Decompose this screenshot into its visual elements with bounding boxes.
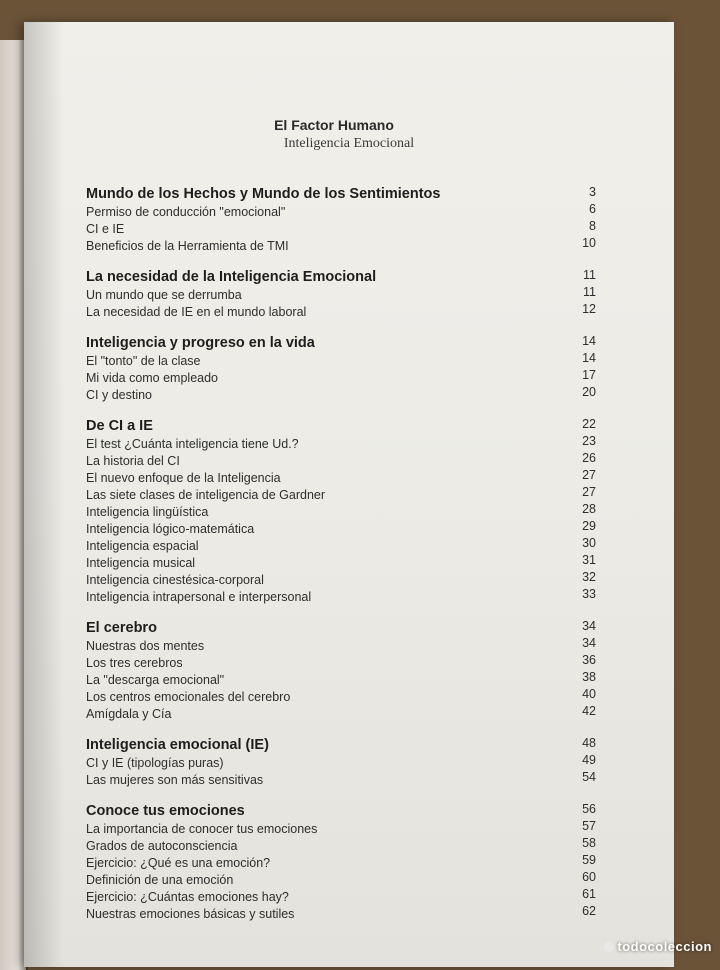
page-number: 42 [582, 704, 596, 718]
page-number: 62 [582, 904, 596, 918]
page-number: 22 [582, 417, 596, 431]
page-number: 58 [582, 836, 596, 850]
page-number: 6 [589, 202, 596, 216]
page-number: 54 [582, 770, 596, 784]
toc-entry: Nuestras dos mentes [86, 639, 205, 653]
page-gutter-shadow [24, 22, 64, 967]
toc-entry: La historia del CI [86, 454, 180, 468]
page-numbers [556, 618, 596, 720]
toc-entry: Un mundo que se derrumba [86, 288, 242, 302]
toc-entry: Inteligencia cinestésica-corporal [86, 573, 264, 587]
toc-entry: Las siete clases de inteligencia de Gardner [86, 488, 326, 502]
page-number: 11 [583, 268, 596, 282]
toc-section [86, 267, 596, 321]
section-title: Mundo de los Hechos y Mundo de los Sentimientos [86, 186, 441, 202]
watermark-text: todocoleccion [617, 939, 712, 954]
page-number: 32 [582, 570, 596, 584]
page-number: 36 [582, 653, 596, 667]
page-number: 12 [582, 302, 596, 316]
page-number: 60 [582, 870, 596, 884]
page-number: 30 [582, 536, 596, 550]
toc-entry: Mi vida como empleado [86, 371, 219, 385]
toc-entry: El nuevo enfoque de la Inteligencia [86, 471, 281, 485]
toc-section [86, 184, 596, 255]
toc-entry: El "tonto" de la clase [86, 354, 201, 368]
page-number: 20 [582, 385, 596, 399]
page-number: 17 [582, 368, 596, 382]
toc-entry: Inteligencia intrapersonal e interpersonal [86, 590, 312, 604]
page-number: 34 [582, 636, 596, 650]
page-number: 26 [582, 451, 596, 465]
toc-entry: CI y destino [86, 388, 153, 402]
page-number: 29 [582, 519, 596, 533]
table-of-contents [86, 172, 596, 923]
section-title: El cerebro [86, 620, 157, 636]
toc-entry: Los centros emocionales del cerebro [86, 690, 291, 704]
toc-section [86, 735, 596, 789]
page-numbers [556, 333, 596, 401]
page-number: 48 [582, 736, 596, 750]
toc-entry: Amígdala y Cía [86, 707, 172, 721]
page-numbers [556, 735, 596, 786]
toc-section [86, 333, 596, 404]
toc-entry: Nuestras emociones básicas y sutiles [86, 907, 295, 921]
toc-entry: Las mujeres son más sensitivas [86, 773, 264, 787]
page-number: 49 [582, 753, 596, 767]
book-title: El Factor Humano [274, 117, 394, 133]
page-number: 3 [589, 185, 596, 199]
page-number: 28 [582, 502, 596, 516]
page-number: 34 [582, 619, 596, 633]
toc-entry: La necesidad de IE en el mundo laboral [86, 305, 307, 319]
page-numbers [556, 416, 596, 603]
toc-entry: Inteligencia lingüística [86, 505, 209, 519]
section-title: Inteligencia y progreso en la vida [86, 335, 315, 351]
book-page [24, 22, 674, 967]
watermark-logo-icon [604, 942, 614, 952]
toc-entry: Ejercicio: ¿Qué es una emoción? [86, 856, 271, 870]
page-numbers [556, 267, 596, 318]
page-number: 57 [582, 819, 596, 833]
toc-entry: Inteligencia musical [86, 556, 196, 570]
toc-entry: Ejercicio: ¿Cuántas emociones hay? [86, 890, 289, 904]
toc-entry: La "descarga emocional" [86, 673, 225, 687]
toc-entry: La importancia de conocer tus emociones [86, 822, 318, 836]
page-number: 23 [582, 434, 596, 448]
page-number: 8 [589, 219, 596, 233]
page-number: 38 [582, 670, 596, 684]
toc-entry: Beneficios de la Herramienta de TMI [86, 239, 289, 253]
toc-section [86, 618, 596, 723]
toc-entry: Inteligencia espacial [86, 539, 199, 553]
book-subtitle: Inteligencia Emocional [283, 136, 415, 151]
page-number: 27 [582, 485, 596, 499]
toc-entry: Definición de una emoción [86, 873, 234, 887]
toc-entry: Permiso de conducción "emocional" [86, 205, 286, 219]
page-number: 10 [582, 236, 596, 250]
page-number: 14 [582, 351, 596, 365]
page-number: 61 [582, 887, 596, 901]
toc-entry: CI e IE [86, 222, 125, 236]
toc-entry: CI y IE (tipologías puras) [86, 756, 224, 770]
page-numbers [556, 184, 596, 252]
section-title: De CI a IE [86, 418, 153, 434]
page-number: 40 [582, 687, 596, 701]
page-number: 27 [582, 468, 596, 482]
toc-entry: Los tres cerebros [86, 656, 183, 670]
section-title: Inteligencia emocional (IE) [86, 737, 269, 753]
toc-entry: Grados de autoconsciencia [86, 839, 238, 853]
page-number: 11 [583, 285, 596, 299]
section-title: Conoce tus emociones [86, 803, 245, 819]
toc-section [86, 801, 596, 923]
page-number: 33 [582, 587, 596, 601]
page-number: 14 [582, 334, 596, 348]
toc-section [86, 416, 596, 606]
page-number: 56 [582, 802, 596, 816]
section-title: La necesidad de la Inteligencia Emocional [86, 269, 377, 285]
watermark [604, 939, 712, 954]
toc-entry: Inteligencia lógico-matemática [86, 522, 255, 536]
toc-entry: El test ¿Cuánta inteligencia tiene Ud.? [86, 437, 299, 451]
page-numbers [556, 801, 596, 920]
page-number: 31 [582, 553, 596, 567]
page-number: 59 [582, 853, 596, 867]
